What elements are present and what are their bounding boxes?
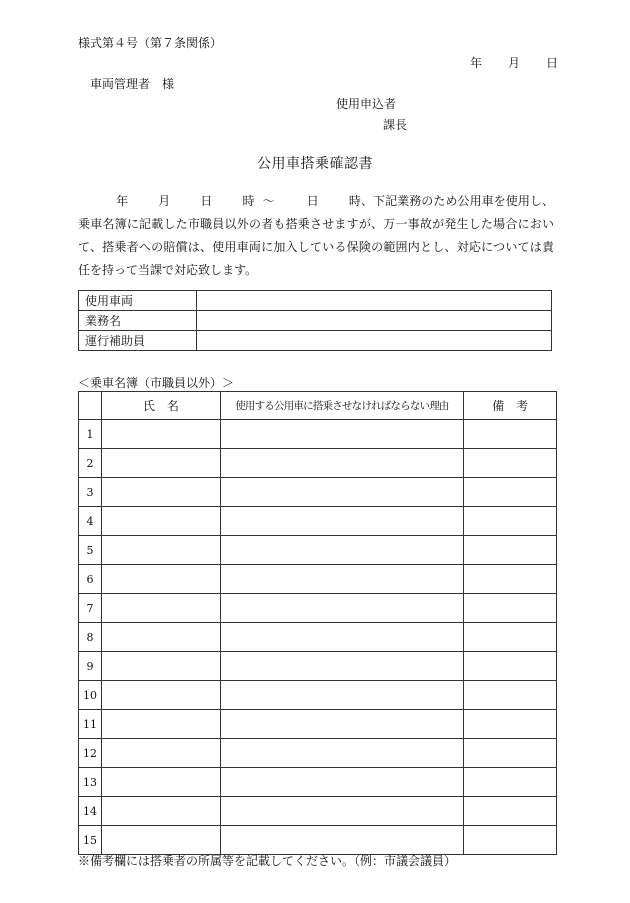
reason-cell[interactable] [220,768,463,797]
body-hour: 時 [242,194,255,208]
header-reason: 使用する公用車に搭乗させなければならない理由 [220,392,463,420]
header-number [79,392,102,420]
table-row [79,507,557,536]
reason-cell[interactable] [220,507,463,536]
row-number: 7 [79,594,102,623]
body-day2: 日 [306,194,319,208]
name-cell[interactable] [101,507,220,536]
info-label: 運行補助員 [79,331,197,351]
body-text: 、下記業務のため公用車を使用し、乗車名簿に記載した市職員以外の者も搭乗させますが、万一事故が発生した場合において、搭乗者への賠償は、使用車両に加入している保険の範囲内とし、対応については責任を持って当課で対応致します。 [78,194,554,277]
row-number: 13 [79,768,102,797]
body-month: 月 [158,194,171,208]
table-row [79,826,557,855]
body-tilde: ～ [262,194,275,208]
reason-cell[interactable] [220,623,463,652]
table-row [79,536,557,565]
row-number: 10 [79,681,102,710]
date-day: 日 [546,56,559,70]
reason-cell[interactable] [220,652,463,681]
row-number: 15 [79,826,102,855]
name-cell[interactable] [101,594,220,623]
name-cell[interactable] [101,710,220,739]
row-number: 8 [79,623,102,652]
date-month: 月 [508,56,521,70]
reason-cell[interactable] [220,594,463,623]
table-row [79,681,557,710]
reason-cell[interactable] [220,826,463,855]
addressee: 車両管理者 様 [90,77,175,91]
name-cell[interactable] [101,652,220,681]
name-cell[interactable] [101,420,220,449]
table-row [79,623,557,652]
reason-cell[interactable] [220,797,463,826]
remarks-cell[interactable] [464,797,557,826]
table-row [79,420,557,449]
header-name: 氏 名 [101,392,220,420]
reason-cell[interactable] [220,449,463,478]
table-row [79,768,557,797]
footnote: ※備考欄には搭乗者の所属等を記載してください。（例：市議会議員） [78,854,457,868]
reason-cell[interactable] [220,478,463,507]
name-cell[interactable] [101,536,220,565]
row-number: 4 [79,507,102,536]
reason-cell[interactable] [220,710,463,739]
info-row-task [79,311,552,331]
remarks-cell[interactable] [464,594,557,623]
form-number: 様式第４号（第７条関係） [78,36,223,50]
name-cell[interactable] [101,768,220,797]
reason-cell[interactable] [220,420,463,449]
remarks-cell[interactable] [464,826,557,855]
name-cell[interactable] [101,478,220,507]
reason-cell[interactable] [220,536,463,565]
table-row [79,478,557,507]
info-row-assistant [79,331,552,351]
roster-body [79,420,557,855]
remarks-cell[interactable] [464,478,557,507]
reason-cell[interactable] [220,565,463,594]
remarks-cell[interactable] [464,536,557,565]
table-row [79,449,557,478]
remarks-cell[interactable] [464,681,557,710]
info-label: 業務名 [79,311,197,331]
date-year: 年 [470,56,483,70]
table-row [79,710,557,739]
name-cell[interactable] [101,739,220,768]
row-number: 5 [79,536,102,565]
name-cell[interactable] [101,623,220,652]
roster-header-row [79,392,557,420]
name-cell[interactable] [101,826,220,855]
remarks-cell[interactable] [464,565,557,594]
body-year: 年 [116,194,129,208]
task-name-field[interactable] [197,311,552,331]
remarks-cell[interactable] [464,507,557,536]
table-row [79,739,557,768]
roster-table [78,391,557,855]
row-number: 12 [79,739,102,768]
remarks-cell[interactable] [464,739,557,768]
info-table [78,290,552,351]
table-row [79,652,557,681]
row-number: 14 [79,797,102,826]
table-row [79,565,557,594]
name-cell[interactable] [101,797,220,826]
remarks-cell[interactable] [464,710,557,739]
name-cell[interactable] [101,449,220,478]
remarks-cell[interactable] [464,623,557,652]
date-line [470,54,558,71]
document-title: 公用車搭乗確認書 [257,156,373,172]
name-cell[interactable] [101,565,220,594]
row-number: 6 [79,565,102,594]
row-number: 1 [79,420,102,449]
info-row-vehicle [79,291,552,311]
row-number: 3 [79,478,102,507]
row-number: 11 [79,710,102,739]
applicant-label: 使用申込者 [336,97,397,111]
assistant-field[interactable] [197,331,552,351]
table-row [79,594,557,623]
vehicle-field[interactable] [197,291,552,311]
declaration-paragraph [78,190,554,282]
reason-cell[interactable] [220,681,463,710]
reason-cell[interactable] [220,739,463,768]
remarks-cell[interactable] [464,652,557,681]
remarks-cell[interactable] [464,420,557,449]
row-number: 9 [79,652,102,681]
roster-caption: ＜乗車名簿（市職員以外）＞ [78,376,235,390]
row-number: 2 [79,449,102,478]
header-remarks: 備 考 [464,392,557,420]
info-label: 使用車両 [79,291,197,311]
name-cell[interactable] [101,681,220,710]
section-chief-label: 課長 [383,118,408,132]
body-day: 日 [200,194,213,208]
body-hour2: 時 [348,194,361,208]
remarks-cell[interactable] [464,449,557,478]
table-row [79,797,557,826]
remarks-cell[interactable] [464,768,557,797]
